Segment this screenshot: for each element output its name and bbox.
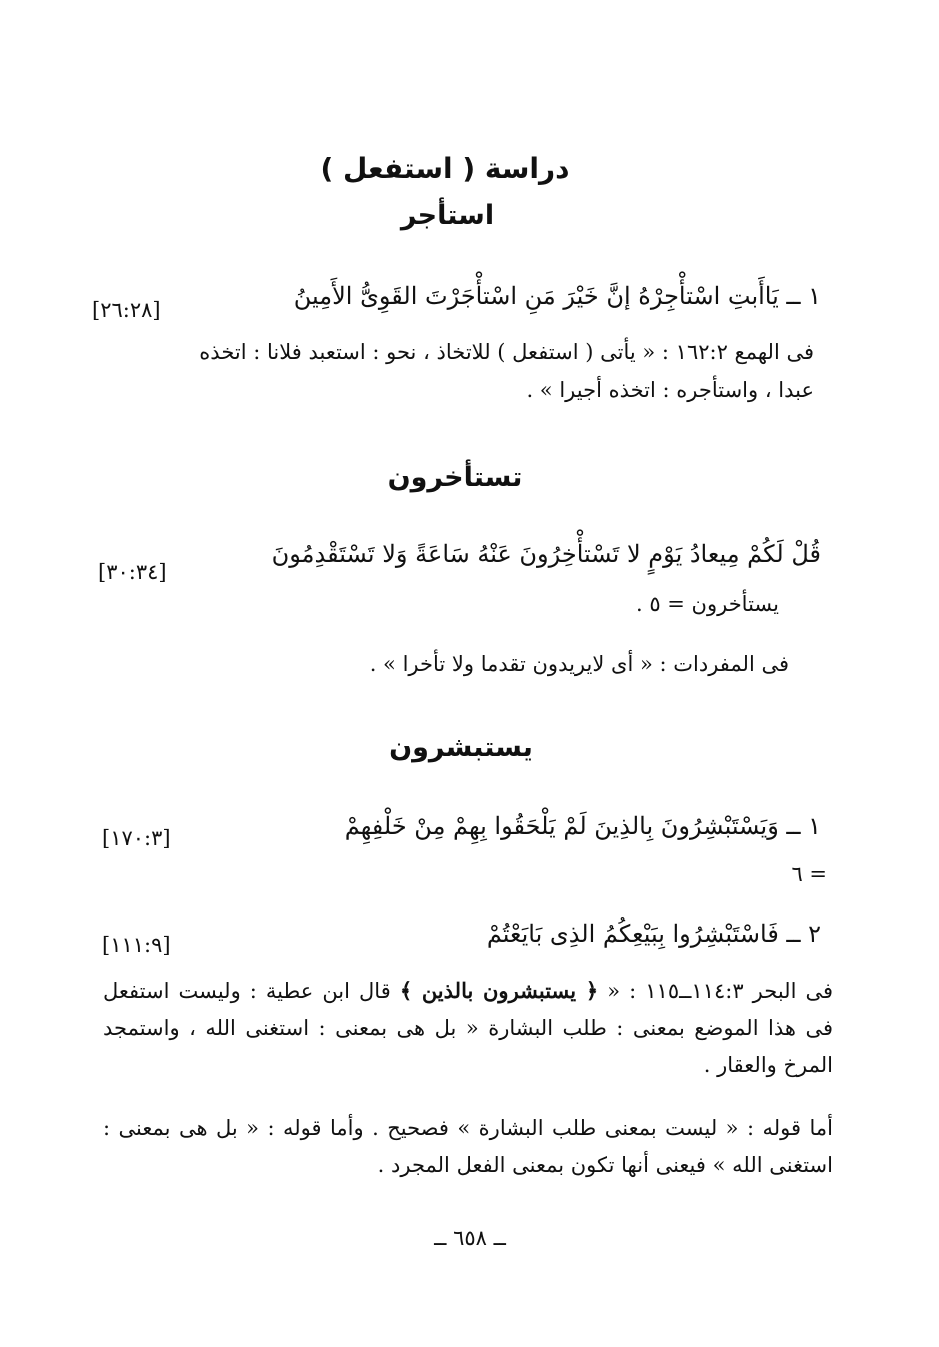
verse-ref-yastabshirun-1: [١٧٠:٣] [102,826,171,850]
verse-ref-tastakhirun: [٣٠:٣٤] [98,560,167,584]
count-tastakhirun: يستأخرون = ٥ . [635,592,779,616]
verse-tastakhirun: قُلْ لَكُمْ مِيعادُ يَوْمٍ لا تَسْتأْخِرُونَ عَنْهُ سَاعَةً وَلا تَسْتَقْدِمُونَ [271,540,821,568]
verse-ref-istajar: [٢٦:٢٨] [92,298,161,322]
page-title: دراسة ( استفعل ) [320,152,570,185]
verse-yastabshirun-2: ٢ ــ فَاسْتَبْشِرُوا بِبَيْعِكُمُ الذِى بَايَعْتُمْ [486,920,821,948]
verse-ref-yastabshirun-2: [١١١:٩] [102,933,171,957]
commentary-mufradat: فى المفردات : « أى لايريدون تقدما ولا تأخرا » . [369,652,789,676]
commentary-final: أما قوله : « ليست بمعنى طلب البشارة » فصحيح . وأما قوله : « بل هى بمعنى : استغنى الله » فيعنى أنها تكون بمعنى الفعل المجرد . [103,1116,833,1177]
commentary-bahr-prefix: فى البحر ١١٤:٣ــ١١٥ : « [598,979,834,1003]
section-heading-istajar: استأجر [400,200,495,231]
verse-istajar: ١ ــ يَاأَبتِ اسْتأْجِرْهُ إنَّ خَيْرَ مَنِ اسْتأْجَرْتَ القَوِىُّ الأَمِينُ [293,282,821,310]
commentary-hamaa-line1: فى الهمع ١٦٢:٢ : « يأتى ( استفعل ) للاتخاذ ، نحو : استعبد فلانا : اتخذه [199,340,814,364]
section-heading-yastabshirun: يستبشرون [389,732,533,763]
commentary-bahr-quote: ﴿ يستبشرون بالذين ﴾ [399,978,599,1003]
commentary-hamaa-line2: عبدا ، واستأجره : اتخذه أجيرا » . [526,378,814,402]
section-heading-tastakhirun: تستأخرون [387,462,523,493]
page-number: ــ ٦٥٨ ــ [434,1226,506,1250]
count-yastabshirun: = ٦ [791,862,827,886]
commentary-bahr [103,972,833,1084]
verse-yastabshirun-1: ١ ــ وَيَسْتَبْشِرُونَ بِالذِينَ لَمْ يَلْحَقُوا بِهِمْ مِنْ خَلْفِهِمْ [344,812,821,840]
commentary-bahr-text: قال ابن عطية : وليست استفعل فى هذا الموضع بمعنى : طلب البشارة « بل هى بمعنى : استغنى الله ، واستمجد المرخ والعقار . [103,979,833,1077]
